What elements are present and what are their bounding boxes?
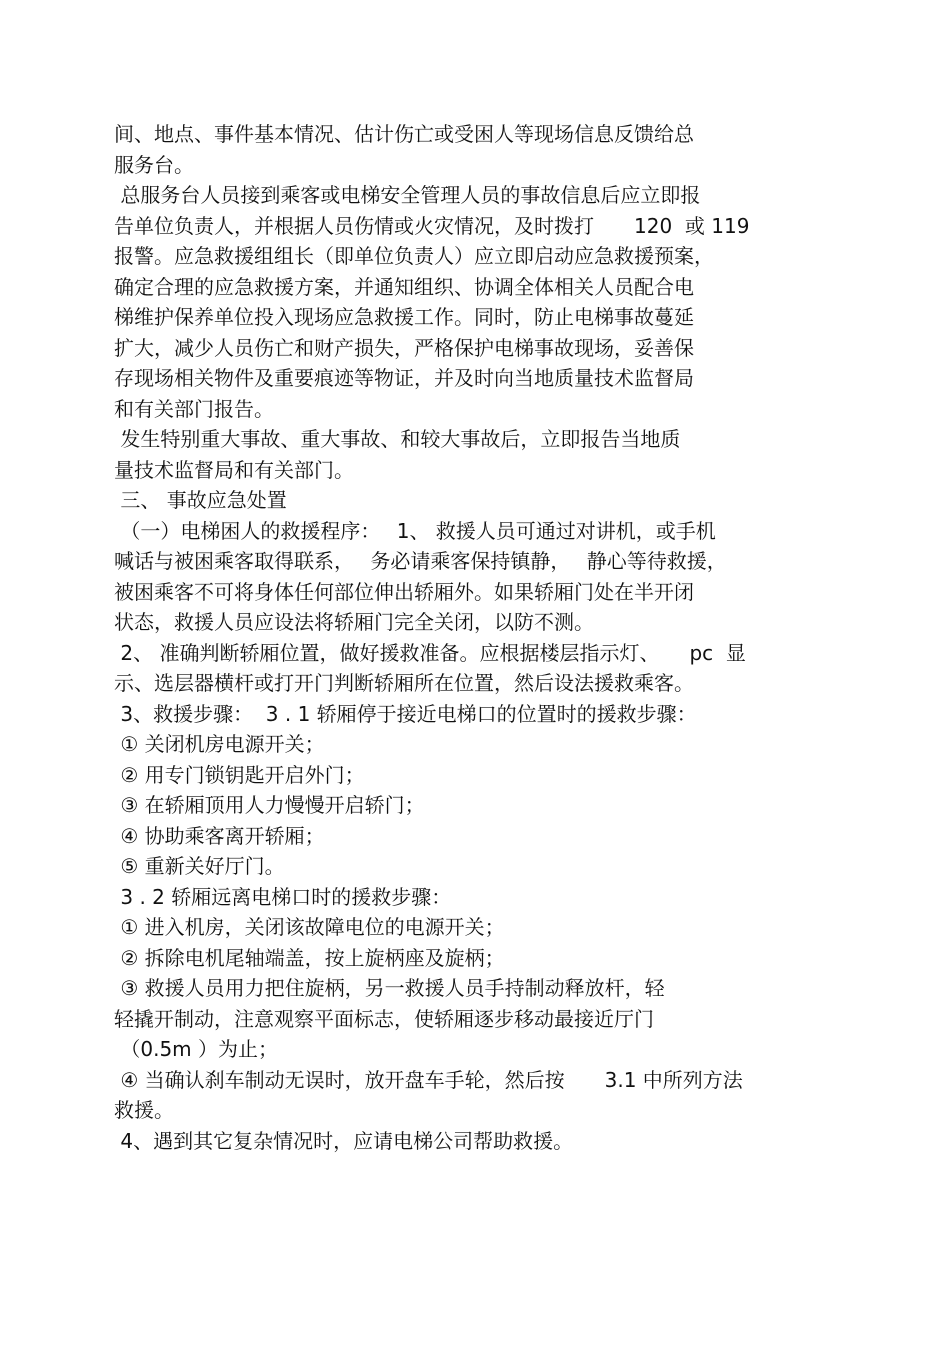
text-line: 扩大，减少人员伤亡和财产损失，严格保护电梯事故现场，妥善保 <box>114 335 694 360</box>
text-line: 确定合理的应急救援方案，并通知组织、协调全体相关人员配合电 <box>114 274 694 299</box>
list-item: ⑤ 重新关好厅门。 <box>114 854 285 878</box>
text-line: 示、选层器横杆或打开门判断轿厢所在位置，然后设法援救乘客。 <box>114 671 694 695</box>
text-line: 存现场相关物件及重要痕迹等物证，并及时向当地质量技术监督局 <box>114 366 694 390</box>
list-item: ④ 协助乘客离开轿厢； <box>114 823 325 848</box>
section-heading: 三、 事故应急处置 <box>114 488 287 512</box>
list-item: ① 关闭机房电源开关； <box>114 732 325 756</box>
text-line: 服务台。 <box>114 152 194 177</box>
list-item: ③ 救援人员用力把住旋柄，另一救援人员手持制动释放杆，轻 <box>114 976 665 1000</box>
text-line: 和有关部门报告。 <box>114 396 274 421</box>
text-line: 状态，救援人员应设法将轿厢门完全关闭，以防不测。 <box>114 610 594 634</box>
text-line: （0.5m ）为止； <box>114 1037 279 1061</box>
list-item: ② 拆除电机尾轴端盖，按上旋柄座及旋柄； <box>114 945 505 970</box>
text-line: 救援。 <box>114 1098 174 1122</box>
text-line: 告单位负责人，并根据人员伤情或火灾情况，及时拨打 120 或 119 <box>114 213 750 238</box>
list-item: ④ 当确认刹车制动无误时，放开盘车手轮，然后按 3.1 中所列方法 <box>114 1067 743 1092</box>
text-line: 3 . 2 轿厢远离电梯口时的援救步骤： <box>114 884 452 909</box>
document-body <box>114 119 834 1156</box>
text-line: 梯维护保养单位投入现场应急救援工作。同时，防止电梯事故蔓延 <box>114 305 694 329</box>
text-line: 报警。应急救援组组长（即单位负责人）应立即启动应急救援预案， <box>114 244 714 268</box>
list-item: ① 进入机房，关闭该故障电位的电源开关； <box>114 915 505 939</box>
list-item: ② 用专门锁钥匙开启外门； <box>114 762 365 787</box>
text-line: 3、救援步骤： 3 . 1 轿厢停于接近电梯口的位置时的援救步骤： <box>114 701 697 726</box>
text-line: 总服务台人员接到乘客或电梯安全管理人员的事故信息后应立即报 <box>114 183 701 207</box>
text-line: 量技术监督局和有关部门。 <box>114 457 354 482</box>
text-line: 间、地点、事件基本情况、估计伤亡或受困人等现场信息反馈给总 <box>114 122 694 146</box>
text-line: 喊话与被困乘客取得联系， 务必请乘客保持镇静， 静心等待救援， <box>114 549 727 573</box>
list-item: ③ 在轿厢顶用人力慢慢开启轿门； <box>114 793 425 817</box>
text-line: 被困乘客不可将身体任何部位伸出轿厢外。如果轿厢门处在半开闭 <box>114 579 694 604</box>
text-line: 4、遇到其它复杂情况时，应请电梯公司帮助救援。 <box>114 1128 574 1153</box>
text-line: （一）电梯困人的救援程序： 1、 救援人员可通过对讲机，或手机 <box>114 518 716 543</box>
text-line: 轻撬开制动，注意观察平面标志，使轿厢逐步移动最接近厅门 <box>114 1006 654 1031</box>
text-line: 2、 准确判断轿厢位置，做好援救准备。应根据楼层指示灯、 pc 显 <box>114 640 746 665</box>
text-line: 发生特别重大事故、重大事故、和较大事故后，立即报告当地质 <box>114 427 681 451</box>
